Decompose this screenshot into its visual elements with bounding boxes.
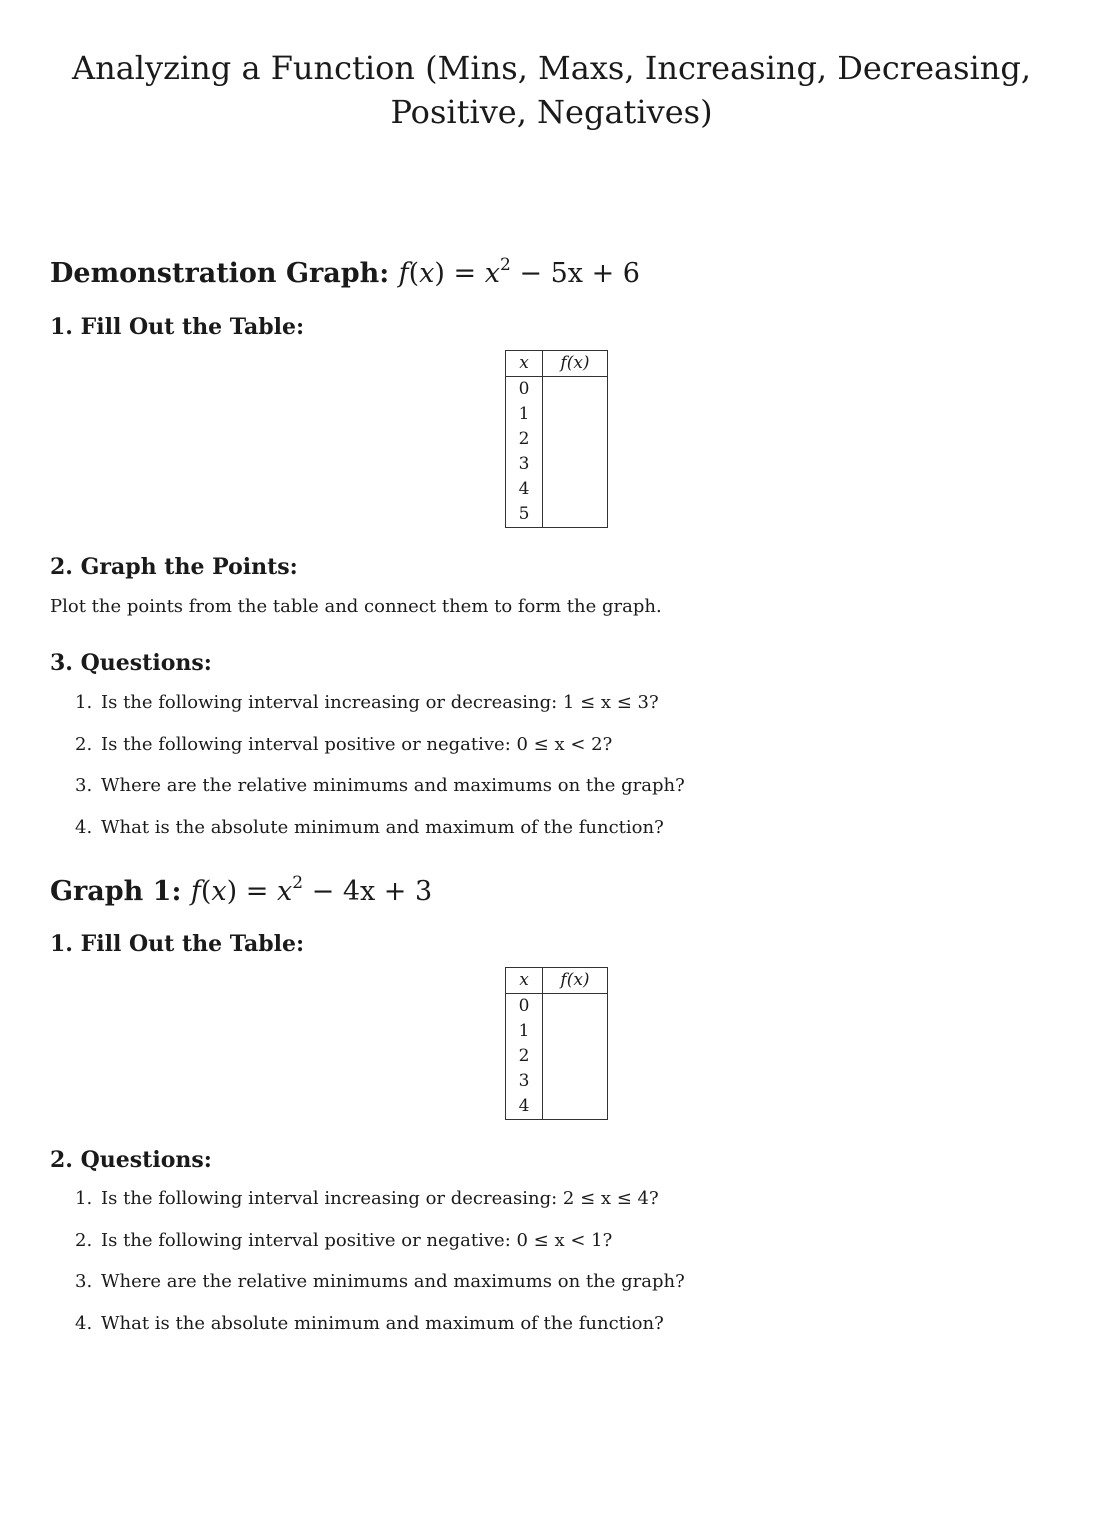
table-cell-fx-blank[interactable]: [543, 477, 608, 502]
question-item: [75, 775, 685, 796]
question-text: Is the following interval increasing or decreasing: 1 ≤ x ≤ 3?: [101, 692, 659, 713]
table-row: [506, 1019, 608, 1044]
table-cell-fx-blank[interactable]: [543, 994, 608, 1020]
table-cell-fx-blank[interactable]: [543, 452, 608, 477]
demo-step2-text: Plot the points from the table and connect them to form the graph.: [50, 596, 662, 617]
question-number: 3.: [75, 1271, 93, 1292]
demo-section-heading: [50, 255, 640, 289]
table-row: [506, 994, 608, 1020]
table-row: [506, 477, 608, 502]
table-row: [506, 502, 608, 528]
table-header-fx: f(x): [543, 968, 608, 994]
table-cell-x: 5: [506, 502, 543, 528]
question-item: [75, 1230, 612, 1251]
table-header-fx: f(x): [543, 351, 608, 377]
graph1-section-heading: [50, 873, 433, 907]
table-cell-fx-blank[interactable]: [543, 402, 608, 427]
table-row: [506, 1094, 608, 1120]
question-number: 2.: [75, 1229, 93, 1251]
table-header-row: [506, 968, 608, 994]
demo-step2-heading: 2. Graph the Points:: [50, 554, 298, 580]
table-cell-x: 0: [506, 994, 543, 1020]
table-row: [506, 452, 608, 477]
table-cell-fx-blank[interactable]: [543, 1044, 608, 1069]
table-row: [506, 427, 608, 452]
table-cell-fx-blank[interactable]: [543, 427, 608, 452]
question-item: [75, 692, 659, 713]
table-header-row: [506, 351, 608, 377]
question-item: [75, 1271, 685, 1292]
table-header-x: x: [506, 351, 543, 377]
graph1-value-table: [505, 967, 608, 1120]
demo-heading-label: Demonstration Graph:: [50, 258, 390, 289]
question-text: Is the following interval positive or negative: 0 ≤ x < 1?: [101, 1229, 613, 1251]
question-text: What is the absolute minimum and maximum of the function?: [101, 1312, 664, 1334]
table-cell-fx-blank[interactable]: [543, 1069, 608, 1094]
graph1-step1-heading: 1. Fill Out the Table:: [50, 931, 305, 957]
graph1-function: $f(x) = x^2 - 4x + 3$: [190, 873, 433, 907]
question-number: 1.: [75, 692, 93, 713]
question-number: 3.: [75, 775, 93, 796]
table-cell-fx-blank[interactable]: [543, 1019, 608, 1044]
demo-value-table: [505, 350, 608, 528]
question-number: 4.: [75, 1312, 93, 1334]
question-text: Where are the relative minimums and maximums on the graph?: [101, 775, 685, 796]
table-row: [506, 1044, 608, 1069]
question-item: [75, 734, 612, 755]
table-row: [506, 1069, 608, 1094]
question-number: 1.: [75, 1188, 93, 1209]
question-item: [75, 1188, 659, 1209]
table-cell-fx-blank[interactable]: [543, 1094, 608, 1120]
question-text: What is the absolute minimum and maximum of the function?: [101, 816, 664, 838]
table-cell-x: 1: [506, 402, 543, 427]
table-cell-x: 4: [506, 1094, 543, 1120]
table-cell-x: 4: [506, 477, 543, 502]
question-text: Where are the relative minimums and maximums on the graph?: [101, 1271, 685, 1292]
question-item: [75, 1313, 664, 1334]
table-row: [506, 402, 608, 427]
table-cell-x: 2: [506, 1044, 543, 1069]
table-row: [506, 377, 608, 403]
table-cell-x: 1: [506, 1019, 543, 1044]
graph1-heading-label: Graph 1:: [50, 876, 182, 907]
table-cell-x: 0: [506, 377, 543, 403]
demo-step3-heading: 3. Questions:: [50, 650, 212, 676]
page-title: Analyzing a Function (Mins, Maxs, Increasing, Decreasing, Positive, Negatives): [71, 49, 1032, 131]
table-cell-fx-blank[interactable]: [543, 377, 608, 403]
demo-function: $f(x) = x^2 - 5x + 6$: [398, 255, 640, 289]
table-cell-x: 2: [506, 427, 543, 452]
question-text: Is the following interval positive or negative: 0 ≤ x < 2?: [101, 733, 613, 755]
question-number: 4.: [75, 816, 93, 838]
table-cell-x: 3: [506, 452, 543, 477]
table-cell-x: 3: [506, 1069, 543, 1094]
table-cell-fx-blank[interactable]: [543, 502, 608, 528]
question-item: [75, 817, 664, 838]
table-header-x: x: [506, 968, 543, 994]
demo-step1-heading: 1. Fill Out the Table:: [50, 314, 305, 340]
question-number: 2.: [75, 733, 93, 755]
question-text: Is the following interval increasing or decreasing: 2 ≤ x ≤ 4?: [101, 1188, 659, 1209]
graph1-step2-heading: 2. Questions:: [50, 1147, 212, 1173]
